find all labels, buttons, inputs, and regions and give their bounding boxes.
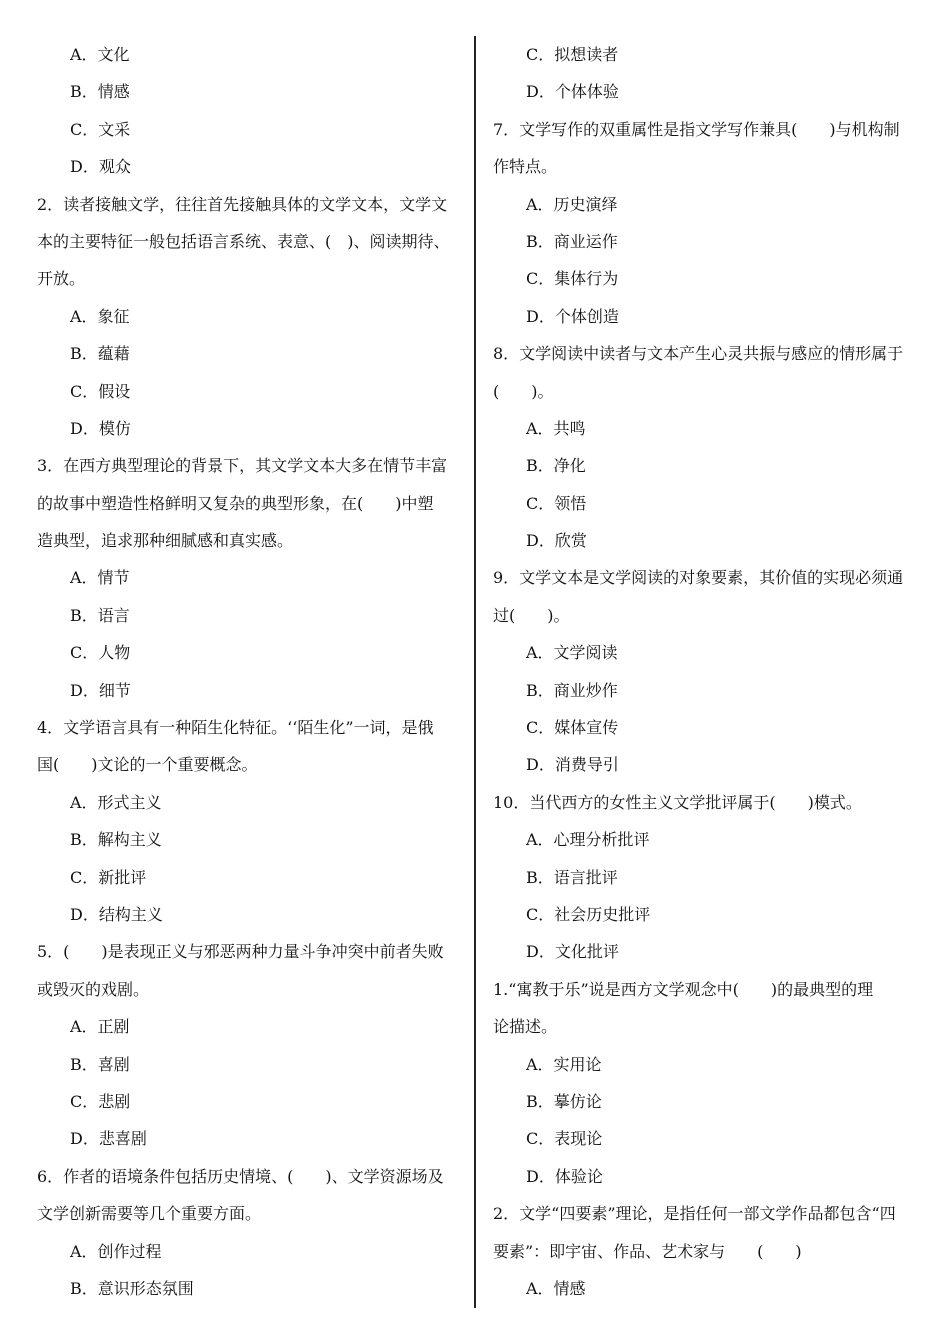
question-text-line: 4．文学语言具有一种陌生化特征。‘‘陌生化”一词，是俄 — [37, 718, 434, 738]
answer-option: B．喜剧 — [70, 1054, 130, 1074]
answer-option: D．消费导引 — [526, 755, 619, 775]
question-text-line: 3．在西方典型理论的背景下，其文学文本大多在情节丰富 — [37, 456, 448, 476]
answer-option: B．语言 — [70, 605, 130, 625]
answer-option: A．正剧 — [70, 1017, 130, 1037]
question-text-line: 1.“寓教于乐”说是西方文学观念中( )的最典型的理 — [493, 979, 874, 999]
question-text-line: 要素”：即宇宙、作品、艺术家与 ( ) — [493, 1241, 802, 1261]
question-text-line: 作特点。 — [493, 157, 558, 177]
answer-option: C．悲剧 — [70, 1091, 131, 1111]
answer-option: A．情节 — [70, 568, 130, 588]
question-text-line: 开放。 — [37, 269, 86, 289]
question-text-line: 的故事中塑造性格鲜明又复杂的典型形象，在( )中塑 — [37, 493, 434, 513]
answer-option: B．商业炒作 — [526, 680, 618, 700]
answer-option: A．创作过程 — [70, 1241, 162, 1261]
question-text-line: 8．文学阅读中读者与文本产生心灵共振与感应的情形属于 — [493, 344, 904, 364]
answer-option: B．意识形态氛围 — [70, 1278, 194, 1298]
answer-option: A．文化 — [70, 45, 130, 64]
answer-option: A．形式主义 — [70, 792, 162, 812]
column-divider — [474, 36, 476, 1308]
answer-option: D．欣赏 — [526, 531, 587, 551]
answer-option: A．心理分析批评 — [526, 830, 650, 850]
question-text-line: 本的主要特征一般包括语言系统、表意、( )、阅读期待、 — [37, 231, 450, 251]
answer-option: D．文化批评 — [526, 942, 619, 962]
answer-option: C．人物 — [70, 643, 131, 663]
answer-option: A．历史演绎 — [526, 194, 618, 214]
left-column — [37, 36, 461, 1307]
right-column — [493, 36, 917, 1307]
answer-option: B．解构主义 — [70, 830, 162, 850]
question-text-line: 6．作者的语境条件包括历史情境、( )、文学资源场及 — [37, 1166, 444, 1186]
answer-option: C．媒体宣传 — [526, 718, 619, 738]
answer-option: C．集体行为 — [526, 269, 619, 289]
answer-option: B．商业运作 — [526, 231, 618, 251]
answer-option: D．个体创造 — [526, 306, 619, 326]
answer-option: C．表现论 — [526, 1129, 603, 1149]
answer-option: D．结构主义 — [70, 904, 163, 924]
answer-option: B．净化 — [526, 456, 586, 476]
answer-option: D．细节 — [70, 680, 131, 700]
question-text-line: 9．文学文本是文学阅读的对象要素，其价值的实现必须通 — [493, 568, 904, 588]
answer-option: C．假设 — [70, 381, 131, 401]
answer-option: C．拟想读者 — [526, 45, 619, 64]
question-text-line: 或毁灭的戏剧。 — [37, 979, 150, 999]
question-text-line: 国( )文论的一个重要概念。 — [37, 755, 258, 775]
answer-option: A．共鸣 — [526, 418, 586, 438]
answer-option: B．情感 — [70, 82, 130, 102]
question-text-line: 造典型，追求那种细腻感和真实感。 — [37, 531, 294, 551]
answer-option: A．实用论 — [526, 1054, 602, 1074]
question-text-line: 7．文学写作的双重属性是指文学写作兼具( )与机构制 — [493, 119, 900, 139]
question-text-line: 过( )。 — [493, 605, 570, 625]
answer-option: C．社会历史批评 — [526, 904, 651, 924]
question-text-line: 2．文学“四要素”理论，是指任何一部文学作品都包含“四 — [493, 1204, 896, 1224]
answer-option: C．新批评 — [70, 867, 147, 887]
answer-option: A．文学阅读 — [526, 643, 618, 663]
answer-option: D．观众 — [70, 157, 131, 177]
answer-option: B．语言批评 — [526, 867, 618, 887]
answer-option: B．摹仿论 — [526, 1091, 602, 1111]
answer-option: D．悲喜剧 — [70, 1129, 147, 1149]
answer-option: C．领悟 — [526, 493, 587, 513]
question-text-line: 文学创新需要等几个重要方面。 — [37, 1204, 262, 1224]
question-text-line: 5．( )是表现正义与邪恶两种力量斗争冲突中前者失败 — [37, 942, 444, 962]
answer-option: D．个体体验 — [526, 82, 619, 102]
answer-option: A．情感 — [526, 1278, 586, 1298]
answer-option: D．体验论 — [526, 1166, 603, 1186]
answer-option: C．文采 — [70, 119, 131, 139]
answer-option: B．蕴藉 — [70, 344, 130, 364]
answer-option: D．模仿 — [70, 418, 131, 438]
answer-option: A．象征 — [70, 306, 130, 326]
question-text-line: 2．读者接触文学，往往首先接触具体的文学文本，文学文 — [37, 194, 448, 214]
question-text-line: 论描述。 — [493, 1017, 558, 1037]
question-text-line: ( )。 — [493, 381, 554, 401]
question-text-line: 10．当代西方的女性主义文学批评属于( )模式。 — [493, 792, 862, 812]
